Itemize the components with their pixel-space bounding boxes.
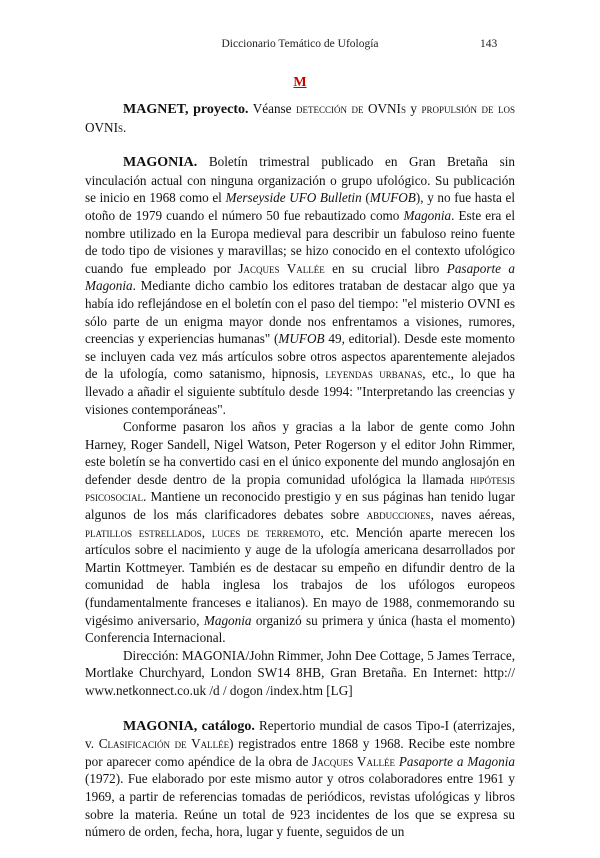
page-number: 143 bbox=[480, 38, 498, 50]
publication-title: Magonia bbox=[403, 207, 452, 223]
dictionary-body bbox=[85, 100, 515, 858]
text: . bbox=[122, 119, 127, 135]
running-title: Diccionario Temático de Ufología bbox=[221, 38, 379, 50]
text: ( bbox=[361, 190, 370, 206]
publication-title: Pasaporte a Magonia bbox=[398, 753, 515, 769]
text: , naves aéreas, bbox=[430, 507, 515, 523]
term-magnet: MAGNET, proyecto. bbox=[123, 102, 249, 117]
text: Boletín trimestral publicado en Gran Bretaña sin vinculación actual con ninguna organización o grupo ufológico. Su publicación se inicio en 1968 como el bbox=[85, 154, 515, 206]
entry-magonia bbox=[85, 153, 515, 699]
text: y bbox=[405, 101, 422, 116]
text: organizó su primera y única (hasta el momento) Conferencia Internacional. bbox=[85, 612, 516, 646]
entry-magonia-address: Dirección: MAGONIA/John Rimmer, John Dee Cottage, 5 James Terrace, Mortlake Churchyard, London SW14 8HB, Gran Bretaña. En Internet: http:// www.netkonnect.co.uk /d / dogon /index.htm [LG] bbox=[85, 647, 515, 698]
text: 49, editorial). Desde este momento se incluyen cada vez más artículos sobre otros aspectos aparentemente alejados de la ufología, como satanismo, hipnosis, bbox=[85, 331, 515, 382]
cross-reference: luces de terremoto bbox=[211, 524, 321, 540]
text: , etc. Mención aparte merecen los artículos sobre el nacimiento y auge de la ufología americana desarrollados por Martin Kottmeyer. También es de destacar su empeño en difundir dentro de la comunidad de habla inglesa los trabajos de los ufólogos europeos (fundamentalmente franceses e italianos). En mayo de 1988, conmemorando su vigésimo aniversario, bbox=[85, 524, 516, 628]
section-letter: M bbox=[293, 75, 307, 90]
cross-reference: abducciones bbox=[366, 507, 431, 523]
publication-title: MUFOB bbox=[369, 190, 416, 206]
cross-reference: Jacques Vallée bbox=[312, 753, 395, 769]
entry-magnet-paragraph bbox=[85, 100, 515, 136]
cross-reference: platillos estrellados bbox=[85, 524, 202, 540]
cross-reference: detección de OVNIs bbox=[296, 101, 406, 116]
entry-catalogo-paragraph bbox=[85, 717, 515, 841]
publication-title: MUFOB bbox=[278, 331, 325, 347]
cross-reference: leyendas urbanas bbox=[325, 366, 423, 382]
text: (1972). Fue elaborado por este mismo autor y otros colaboradores entre 1961 y 1969, a partir de referencias tomadas de periódicos, revistas ufológicas y libros sobre la materia. Reúne un total de 923 incidentes de los que se expresa su número de orden, fecha, hora, lugar y fuente, seguidos de un bbox=[85, 771, 515, 840]
publication-title: Magonia bbox=[203, 612, 252, 628]
publication-title: Merseyside UFO Bulletin bbox=[225, 190, 362, 206]
cross-reference: Clasificación de Vallée bbox=[98, 736, 230, 752]
term-magonia: MAGONIA. bbox=[123, 155, 198, 171]
text: . Mediante dicho cambio los editores trataban de destacar algo que ya había ido reflejándose en el boletín con el paso del tiempo: "el misterio OVNI es sólo parte de un enigma mayor donde nos enfrentamos a visiones, rumores, creencias y experiencias humanas" ( bbox=[85, 278, 515, 347]
entry-magonia-paragraph-2 bbox=[85, 418, 515, 647]
text: Véanse bbox=[248, 101, 297, 116]
cross-reference: hipótesis psicosocial bbox=[85, 471, 515, 505]
text: . Este era el nombre utilizado en la Europa medieval para describir un fabuloso reino fuente de todo tipo de visiones y maravillas; se hizo conocido en el contexto ufológico cuando fue empleado por bbox=[85, 207, 515, 276]
cross-reference: Jacques Vallée bbox=[238, 260, 325, 276]
term-magonia-catalogo: MAGONIA, catálogo. bbox=[123, 718, 255, 734]
text: ), y no fue hasta el otoño de 1979 cuando el número 50 fue rebautizado como bbox=[85, 190, 515, 223]
cross-reference: propulsión de los OVNIs bbox=[85, 101, 515, 135]
text: ) registrados entre 1868 y 1968. Recibe este nombre por aparecer como apéndice de la obra de bbox=[85, 736, 515, 769]
text: . Mantiene un reconocido prestigio y en sus páginas han tenido lugar algunos de los más clarificadores debates sobre bbox=[85, 489, 515, 523]
entry-magonia-catalogo bbox=[85, 717, 515, 841]
entry-magonia-paragraph-1 bbox=[85, 153, 515, 418]
text: Repertorio mundial de casos Tipo-I (aterrizajes, v. bbox=[85, 717, 515, 752]
text: , bbox=[201, 524, 212, 540]
text: , etc., lo que ha llevado a añadir el siguiente subtítulo desde 1994: "Interpretando las creencias y visiones contemporáneas". bbox=[85, 366, 515, 417]
text: Conforme pasaron los años y gracias a la labor de gente como John Harney, Roger Sandell, Nigel Watson, Peter Rogerson y el editor John Rimmer, este boletín se ha convertido casi en el único exponente del mundo anglosajón en defender desde dentro de la propia comunidad ufológica la llamada bbox=[85, 419, 515, 487]
text: en su crucial libro bbox=[324, 260, 447, 276]
entry-magnet bbox=[85, 100, 515, 136]
publication-title: Pasaporte a Magonia bbox=[85, 260, 516, 294]
